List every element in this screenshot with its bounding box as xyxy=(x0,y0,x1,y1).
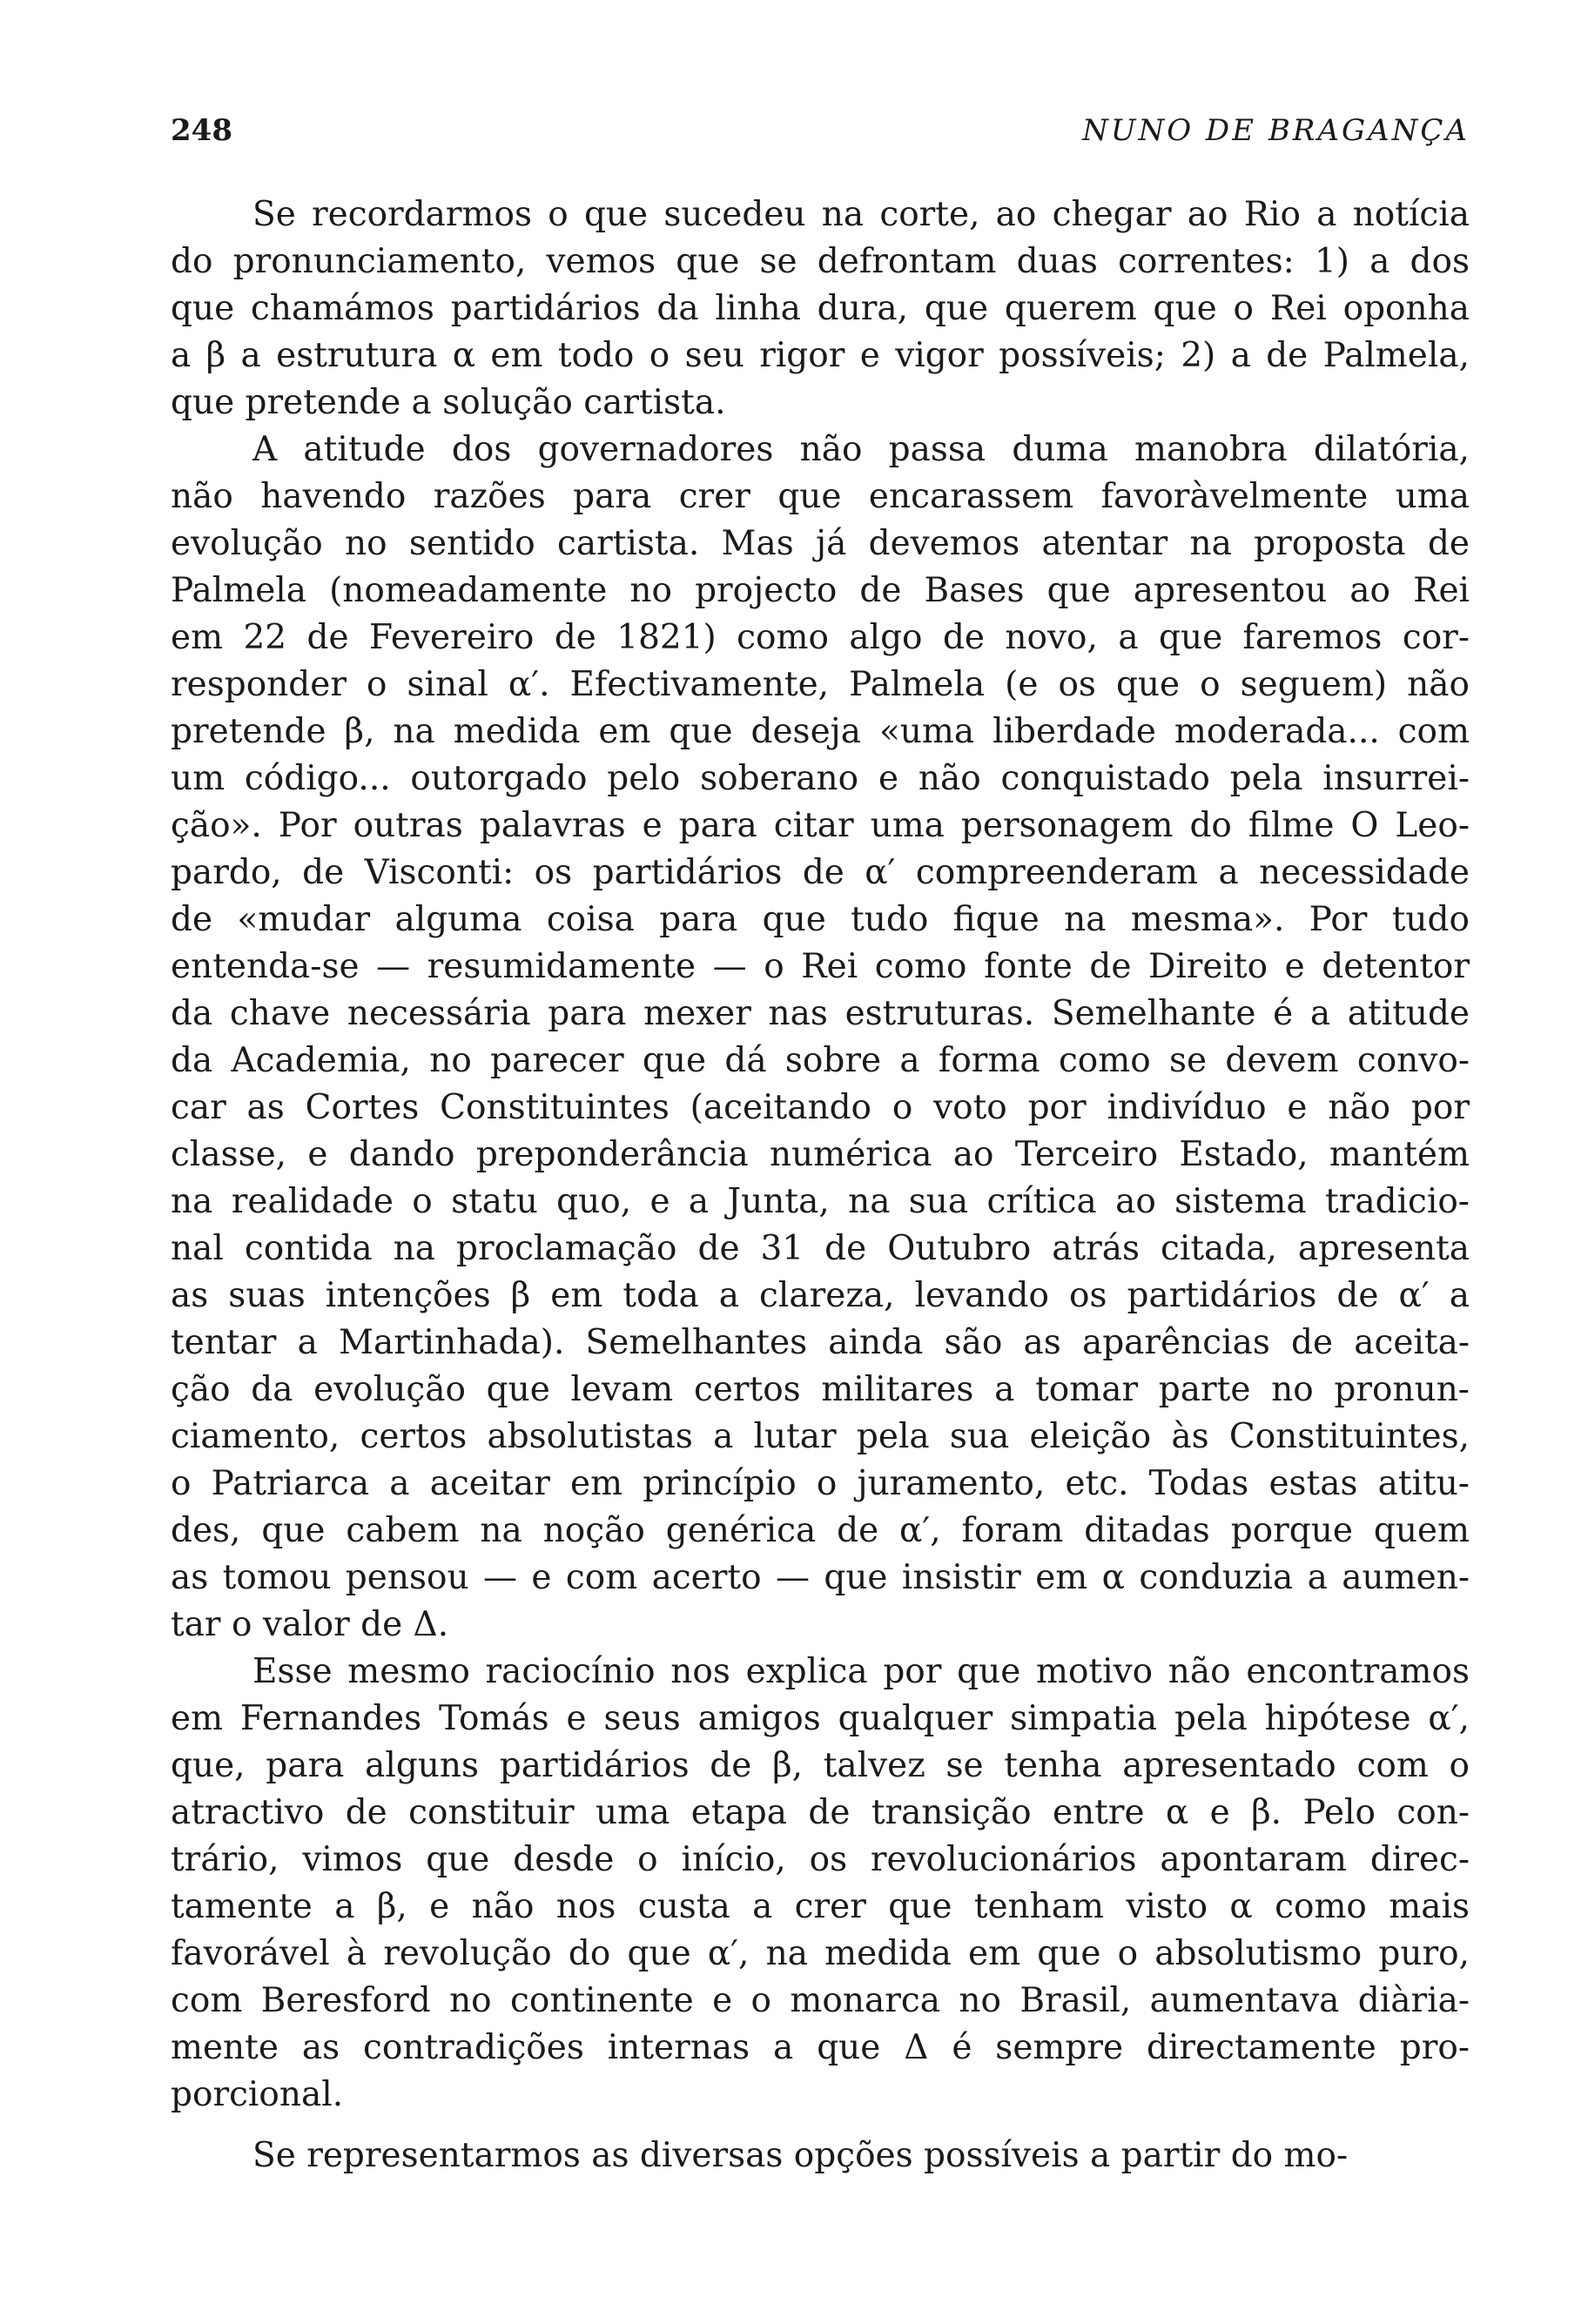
text-line: que pretende a solução cartista. xyxy=(171,383,726,422)
text-line: do pronunciamento, vemos que se defrontam duas correntes: 1) a dos xyxy=(171,242,1470,281)
book-page xyxy=(171,113,1470,2180)
text-line: um código... outorgado pelo soberano e não conquistado pela insurrei- xyxy=(171,759,1470,798)
text-line: as suas intenções β em toda a clareza, levando os partidários de α′ a xyxy=(171,1276,1470,1315)
text-line: a β a estrutura α em todo o seu rigor e vigor possíveis; 2) a de Palmela, xyxy=(171,336,1470,375)
text-line: ção». Por outras palavras e para citar uma personagem do filme O Leo- xyxy=(171,806,1470,845)
text-line: ção da evolução que levam certos militares a tomar parte no pronun- xyxy=(171,1370,1470,1409)
text-line: Se recordarmos o que sucedeu na corte, ao chegar ao Rio a notícia xyxy=(252,195,1470,234)
text-line: não havendo razões para crer que encarassem favoràvelmente uma xyxy=(171,477,1470,516)
text-line: trário, vimos que desde o início, os revolucionários apontaram direc- xyxy=(171,1840,1470,1879)
text-line: Se representarmos as diversas opções possíveis a partir do mo- xyxy=(252,2136,1349,2175)
text-line: A atitude dos governadores não passa duma manobra dilatória, xyxy=(252,430,1470,469)
text-line: classe, e dando preponderância numérica ao Terceiro Estado, mantém xyxy=(171,1135,1470,1174)
text-line: porcional. xyxy=(171,2075,344,2114)
text-line: tamente a β, e não nos custa a crer que tenham visto α como mais xyxy=(171,1887,1470,1926)
text-line: responder o sinal α′. Efectivamente, Palmela (e os que o seguem) não xyxy=(171,665,1470,704)
text-line: com Beresford no continente e o monarca no Brasil, aumentava diària- xyxy=(171,1981,1470,2020)
text-line: pardo, de Visconti: os partidários de α′ compreenderam a necessidade xyxy=(171,853,1470,892)
text-line: ciamento, certos absolutistas a lutar pela sua eleição às Constituintes, xyxy=(171,1417,1470,1456)
text-line: des, que cabem na noção genérica de α′, foram ditadas porque quem xyxy=(171,1511,1470,1550)
running-title: NUNO DE BRAGANÇA xyxy=(1082,113,1470,148)
text-line: de «mudar alguma coisa para que tudo fique na mesma». Por tudo xyxy=(171,900,1470,939)
text-line: na realidade o statu quo, e a Junta, na sua crítica ao sistema tradicio- xyxy=(171,1182,1470,1221)
page-header xyxy=(171,113,1470,148)
text-line: o Patriarca a aceitar em princípio o juramento, etc. Todas estas atitu- xyxy=(171,1464,1470,1503)
text-line: atractivo de constituir uma etapa de transição entre α e β. Pelo con- xyxy=(171,1793,1470,1832)
text-line: da Academia, no parecer que dá sobre a forma como se devem convo- xyxy=(171,1041,1470,1080)
text-line: que, para alguns partidários de β, talvez se tenha apresentado com o xyxy=(171,1746,1470,1785)
text-line: Palmela (nomeadamente no projecto de Bases que apresentou ao Rei xyxy=(171,571,1470,610)
text-line: tentar a Martinhada). Semelhantes ainda são as aparências de aceita- xyxy=(171,1323,1470,1362)
paragraph-gap xyxy=(171,2119,1470,2133)
text-line: que chamámos partidários da linha dura, que querem que o Rei oponha xyxy=(171,289,1470,328)
page-number: 248 xyxy=(171,113,232,148)
paragraph xyxy=(171,2133,1470,2180)
text-line: em Fernandes Tomás e seus amigos qualquer simpatia pela hipótese α′, xyxy=(171,1699,1470,1738)
text-line: Esse mesmo raciocínio nos explica por que motivo não encontramos xyxy=(252,1652,1470,1691)
paragraph xyxy=(171,1649,1470,2119)
text-line: em 22 de Fevereiro de 1821) como algo de novo, a que faremos cor- xyxy=(171,618,1470,657)
text-line: as tomou pensou — e com acerto — que insistir em α conduzia a aumen- xyxy=(171,1558,1470,1597)
paragraph xyxy=(171,427,1470,1649)
text-line: mente as contradições internas a que Δ é sempre directamente pro- xyxy=(171,2028,1470,2067)
text-line: nal contida na proclamação de 31 de Outubro atrás citada, apresenta xyxy=(171,1229,1470,1268)
text-line: evolução no sentido cartista. Mas já devemos atentar na proposta de xyxy=(171,524,1470,563)
text-line: car as Cortes Constituintes (aceitando o voto por indivíduo e não por xyxy=(171,1088,1470,1127)
text-line: pretende β, na medida em que deseja «uma liberdade moderada... com xyxy=(171,712,1470,751)
text-line: tar o valor de Δ. xyxy=(171,1605,449,1644)
paragraph xyxy=(171,191,1470,427)
body-text xyxy=(171,191,1470,2180)
text-line: favorável à revolução do que α′, na medida em que o absolutismo puro, xyxy=(171,1934,1470,1973)
text-line: entenda-se — resumidamente — o Rei como fonte de Direito e detentor xyxy=(171,947,1470,986)
text-line: da chave necessária para mexer nas estruturas. Semelhante é a atitude xyxy=(171,994,1470,1033)
